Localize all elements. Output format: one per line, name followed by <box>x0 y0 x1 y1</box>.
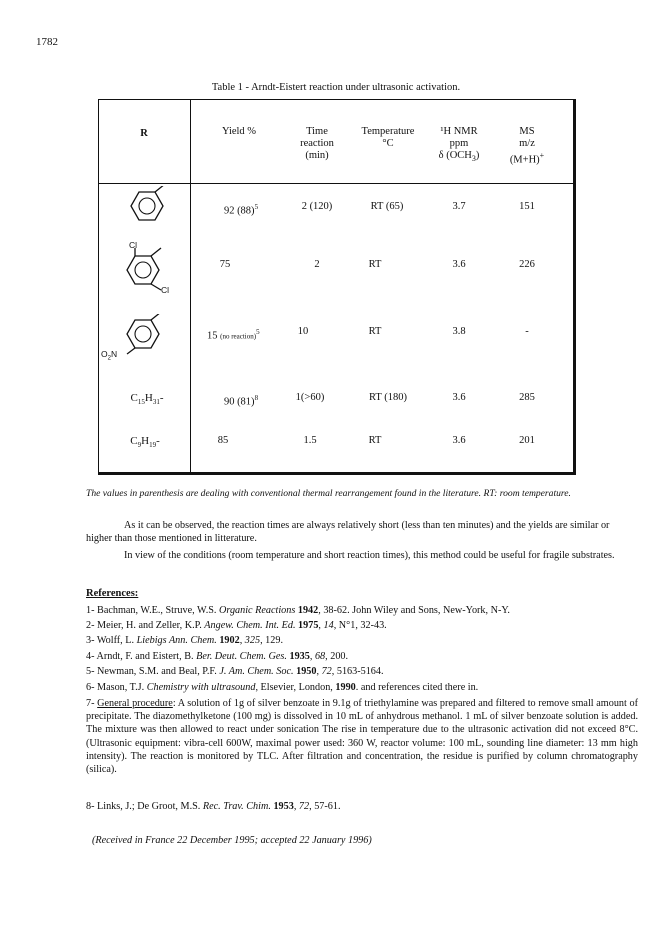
row3-nmr: 3.8 <box>452 326 466 337</box>
reference-3: 3- Wolff, L. Liebigs Ann. Chem. 1902, 325, 129. <box>86 635 283 646</box>
header-r: R <box>140 128 148 139</box>
header-time: Time reaction (min) <box>300 126 334 161</box>
row5-r: $C_9H_{19}-$ <box>130 435 160 450</box>
reference-6: 6- Mason, T.J. Chemistry with ultrasound, Elsevier, London, 1990. and references cited there in. <box>86 682 479 693</box>
row4-nmr: 3.6 <box>452 392 466 403</box>
row1-nmr: 3.7 <box>452 201 466 212</box>
row1-yield: 92 $(88)^5$ <box>223 203 259 217</box>
cl-label-top: Cl <box>129 240 138 250</box>
cl-label-bottom: Cl <box>161 285 170 295</box>
header-temperature: Temperature °C <box>361 126 415 149</box>
row4-ms: 285 <box>519 392 535 403</box>
row1-time: 2 (120) <box>301 201 333 212</box>
o2n-label: $O_2N$ <box>101 349 118 362</box>
header-ms: MS m/z (M+H)+ <box>509 126 545 166</box>
row2-temp: RT <box>368 259 382 270</box>
header-yield: Yield % <box>221 126 257 137</box>
row2-nmr: 3.6 <box>452 259 466 270</box>
row2-ms: 226 <box>519 259 535 270</box>
row1-ms: 151 <box>519 201 535 212</box>
row3-time: 10 <box>297 326 309 337</box>
row5-ms: 201 <box>519 435 535 446</box>
row4-r: $C_{15}H_{31}-$ <box>130 392 164 407</box>
row5-temp: RT <box>368 435 382 446</box>
reference-1: 1- Bachman, W.E., Struve, W.S. Organic Reactions 1942, 38-62. John Wiley and Sons, New-York, N-Y. <box>86 605 510 616</box>
table-header-divider <box>99 183 573 184</box>
reference-7: 7- General procedure: A solution of 1g of silver benzoate in 9.1g of triethylamine was prepared and filtered to remove small amount of precipitate. The diazomethylketone (100 mg) is dissolved in 10 mL of anhydrous methanol. 1 mL of silver benzoate solution is added. The mixture was then allowed to react under sonication The rise in temperature due to the ultrasonic activation did not exceed 8°C.(Ultrasonic equipment: vibra-cell 600W, maximal power used: 360 W, reactor volume: 100 mL, sounding line diameter: 13 mm high intensity). The reaction is monitored by TLC. After filtration and concentration, the residue is purified by column chromatography (silica). <box>86 698 639 776</box>
row2-time: 2 <box>314 259 320 270</box>
row5-nmr: 3.6 <box>452 435 466 446</box>
row2-yield: 75 <box>219 259 231 270</box>
reference-4: 4- Arndt, F. and Eistert, B. Ber. Deut. Chem. Ges. 1935, 68, 200. <box>86 651 349 662</box>
dichlorophenyl-structure <box>113 236 185 296</box>
reference-5: 5- Newman, S.M. and Beal, P.F. J. Am. Chem. Soc. 1950, 72, 5163-5164. <box>86 666 384 677</box>
row5-time: 1.5 <box>303 435 317 446</box>
row3-yield: 15 (no reaction)$^5$ <box>207 328 260 342</box>
paragraph-2: In view of the conditions (room temperature and short reaction times), this method could be useful for fragile substrates. <box>124 550 615 561</box>
received-note: (Received in France 22 December 1995; accepted 22 January 1996) <box>92 835 372 846</box>
table-caption: Table 1 - Arndt-Eistert reaction under ultrasonic activation. <box>211 82 461 93</box>
row1-temp: RT (65) <box>370 201 404 212</box>
row5-yield: 85 <box>217 435 229 446</box>
paragraph-1: As it can be observed, the reaction times are always relatively short (less than ten minutes) and the yields are similar or higher than those mentioned in litterature. <box>86 520 610 545</box>
row4-time: 1(>60) <box>295 392 325 403</box>
table-column-divider <box>190 100 191 472</box>
row3-ms: - <box>525 326 529 337</box>
reference-2: 2- Meier, H. and Zeller, K.P. Angew. Chem. Int. Ed. 1975, 14, N°1, 32-43. <box>86 620 387 631</box>
table-footnote: The values in parenthesis are dealing with conventional thermal rearrangement found in the literature. RT: room temperature. <box>86 488 571 499</box>
references-heading: References: <box>86 588 139 599</box>
page-number: 1782 <box>36 36 58 48</box>
header-nmr: ¹H NMR ppm δ $(OCH_3)$ <box>438 126 480 164</box>
results-table <box>98 99 576 475</box>
row3-temp: RT <box>368 326 382 337</box>
row4-yield: 90 $(81)^8$ <box>223 394 259 408</box>
reference-8: 8- Links, J.; De Groot, M.S. Rec. Trav. Chim. 1953, 72, 57-61. <box>86 801 341 812</box>
row4-temp: RT (180) <box>369 392 407 403</box>
phenyl-structure <box>121 186 181 228</box>
